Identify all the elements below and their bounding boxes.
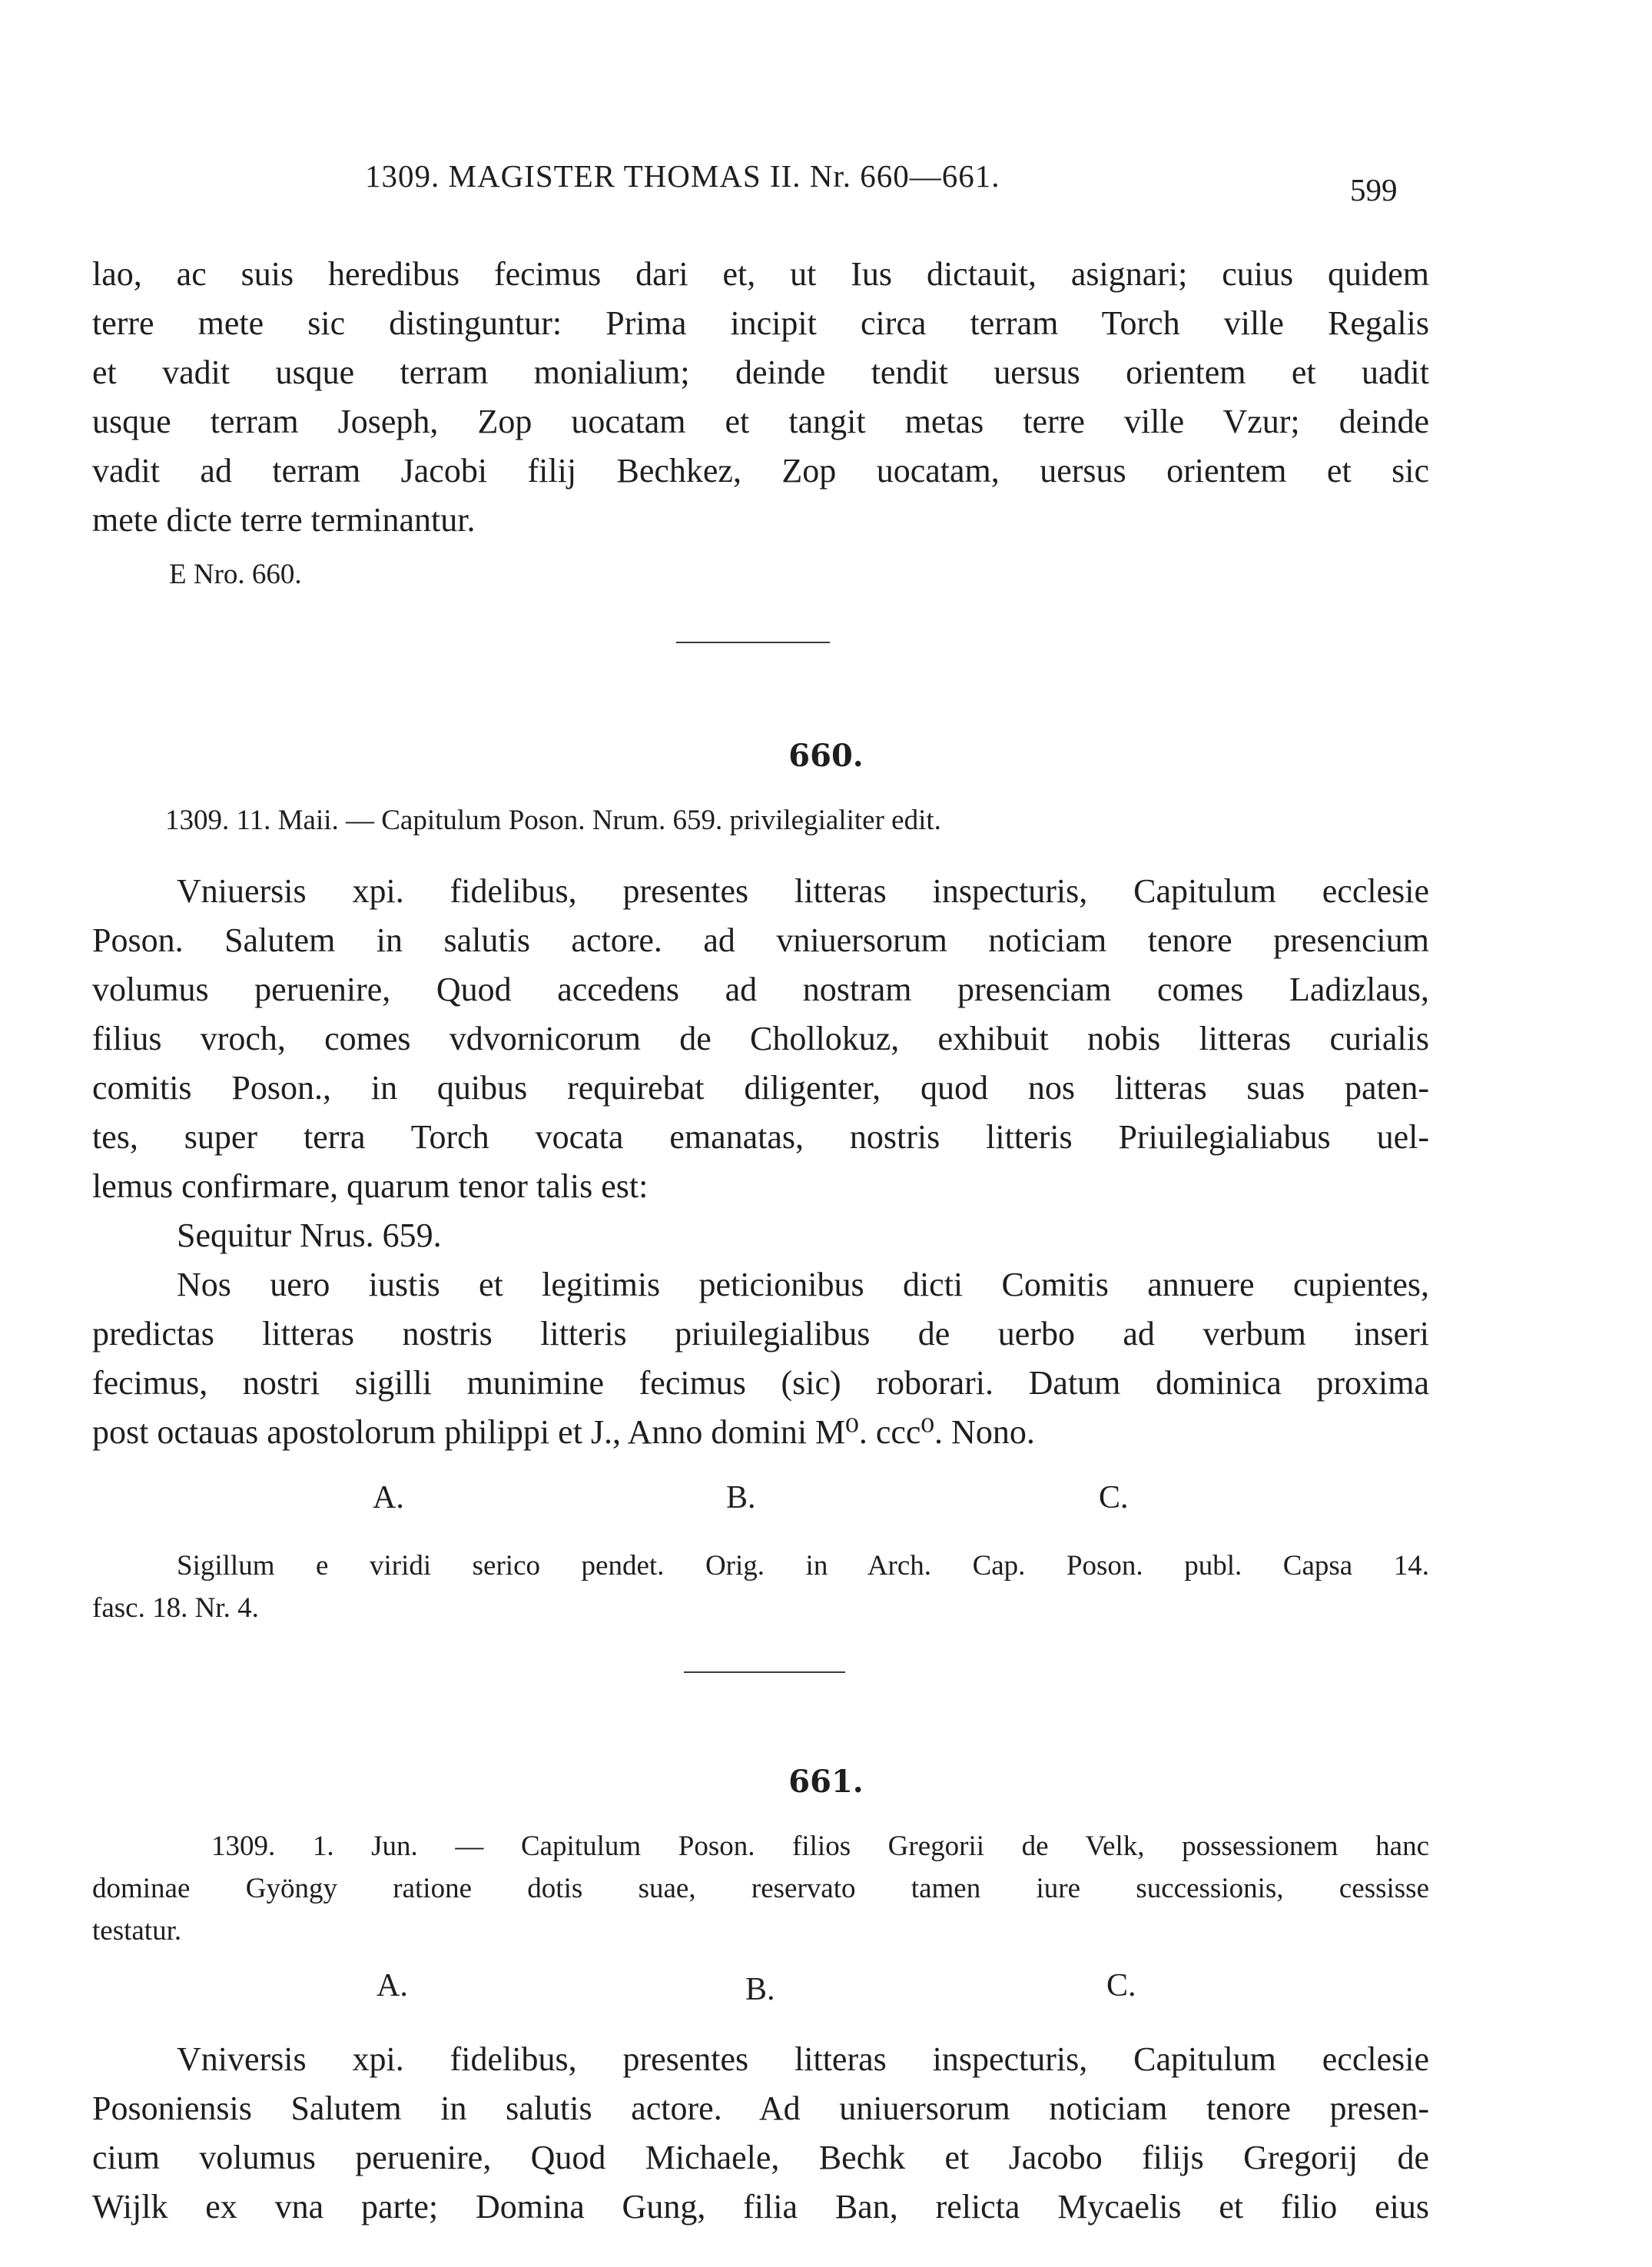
source-note bbox=[92, 553, 1429, 596]
text-line: Posoniensis Salutem in salutis actore. Ad uniuersorum noticiam tenore presen- bbox=[92, 2089, 1429, 2127]
text-line: volumus peruenire, Quod accedens ad nostram presenciam comes Ladizlaus, bbox=[92, 971, 1429, 1008]
text-variant-c: C. bbox=[1106, 1968, 1136, 2003]
text-line: cium volumus peruenire, Quod Michaele, Bechk et Jacobo filijs Gregorij de bbox=[92, 2139, 1429, 2176]
continuation-text bbox=[92, 250, 1429, 545]
text-line: mete dicte terre terminantur. bbox=[92, 501, 476, 539]
text-line: usque terram Joseph, Zop uocatam et tangit metas terre ville Vzur; deinde bbox=[92, 403, 1429, 440]
regest-660 bbox=[92, 799, 1429, 841]
charter-number: 661. bbox=[788, 1764, 864, 1800]
text-variant-a: A. bbox=[377, 1968, 408, 2003]
divider bbox=[684, 1671, 845, 1673]
text-line: Vniversis xpi. fidelibus, presentes litteras inspecturis, Capitulum ecclesie bbox=[177, 2040, 1429, 2078]
regest-661 bbox=[92, 1825, 1429, 1952]
text-line: vadit ad terram Jacobi filij Bechkez, Zop uocatam, uersus orientem et sic bbox=[92, 452, 1429, 490]
page-number: 599 bbox=[1350, 172, 1398, 207]
note-line: Sigillum e viridi serico pendet. Orig. in Arch. Cap. Poson. publ. Capsa 14. bbox=[177, 1550, 1429, 1582]
text-line: fecimus, nostri sigilli munimine fecimus (sic) roborari. Datum dominica proxima bbox=[92, 1364, 1429, 1402]
text-variant-c: C. bbox=[1099, 1480, 1129, 1515]
text-line: comitis Poson., in quibus requirebat diligenter, quod nos litteras suas paten- bbox=[92, 1069, 1429, 1107]
text-line: et vadit usque terram monialium; deinde tendit uersus orientem et uadit bbox=[92, 353, 1429, 391]
text-line: predictas litteras nostris litteris priuilegialibus de uerbo ad verbum inseri bbox=[92, 1315, 1429, 1353]
text-line: tes, super terra Torch vocata emanatas, nostris litteris Priuilegialiabus uel- bbox=[92, 1118, 1429, 1156]
regest-line: testatur. bbox=[92, 1915, 182, 1947]
divider bbox=[676, 642, 830, 643]
text-line: lemus confirmare, quarum tenor talis est: bbox=[92, 1167, 649, 1205]
text-line: Poson. Salutem in salutis actore. ad vniuersorum noticiam tenore presencium bbox=[92, 921, 1429, 959]
text-line: Wijlk ex vna parte; Domina Gung, filia Ban, relicta Mycaelis et filio eius bbox=[92, 2188, 1429, 2226]
text-variant-b: B. bbox=[726, 1480, 756, 1515]
charter-body-660 bbox=[92, 867, 1429, 1457]
text-line: Sequitur Nrus. 659. bbox=[177, 1216, 442, 1254]
text-line: lao, ac suis heredibus fecimus dari et, ut Ius dictauit, asignari; cuius quidem bbox=[92, 255, 1429, 293]
text-variant-a: A. bbox=[373, 1480, 404, 1515]
page-header bbox=[0, 158, 1652, 207]
regest-line: 1309. 1. Jun. — Capitulum Poson. filios Gregorii de Velk, possessionem hanc bbox=[211, 1831, 1429, 1862]
text-line: filius vroch, comes vdvornicorum de Chollokuz, exhibuit nobis litteras curialis bbox=[92, 1020, 1429, 1057]
regest-line: dominae Gyöngy ratione dotis suae, reservato tamen iure successionis, cessisse bbox=[92, 1873, 1429, 1904]
text-line: post octauas apostolorum philippi et J., Anno domini M⁰. ccc⁰. Nono. bbox=[92, 1413, 1035, 1451]
seal-note-660 bbox=[92, 1545, 1429, 1629]
text-line: terre mete sic distinguntur: Prima incipit circa terram Torch ville Regalis bbox=[92, 304, 1429, 342]
running-head: 1309. MAGISTER THOMAS II. Nr. 660—661. bbox=[365, 158, 1000, 194]
note-line: fasc. 18. Nr. 4. bbox=[92, 1592, 259, 1624]
text-line: Nos uero iustis et legitimis peticionibus dicti Comitis annuere cupientes, bbox=[177, 1266, 1429, 1303]
regest-line: 1309. 11. Maii. — Capitulum Poson. Nrum. 659. privilegialiter edit. bbox=[165, 805, 941, 836]
text-line: Vniuersis xpi. fidelibus, presentes litteras inspecturis, Capitulum ecclesie bbox=[177, 872, 1429, 910]
source-line: E Nro. 660. bbox=[169, 559, 302, 590]
charter-number: 660. bbox=[788, 738, 864, 774]
text-variant-b: B. bbox=[745, 1972, 775, 2007]
charter-body-661 bbox=[92, 2035, 1429, 2232]
